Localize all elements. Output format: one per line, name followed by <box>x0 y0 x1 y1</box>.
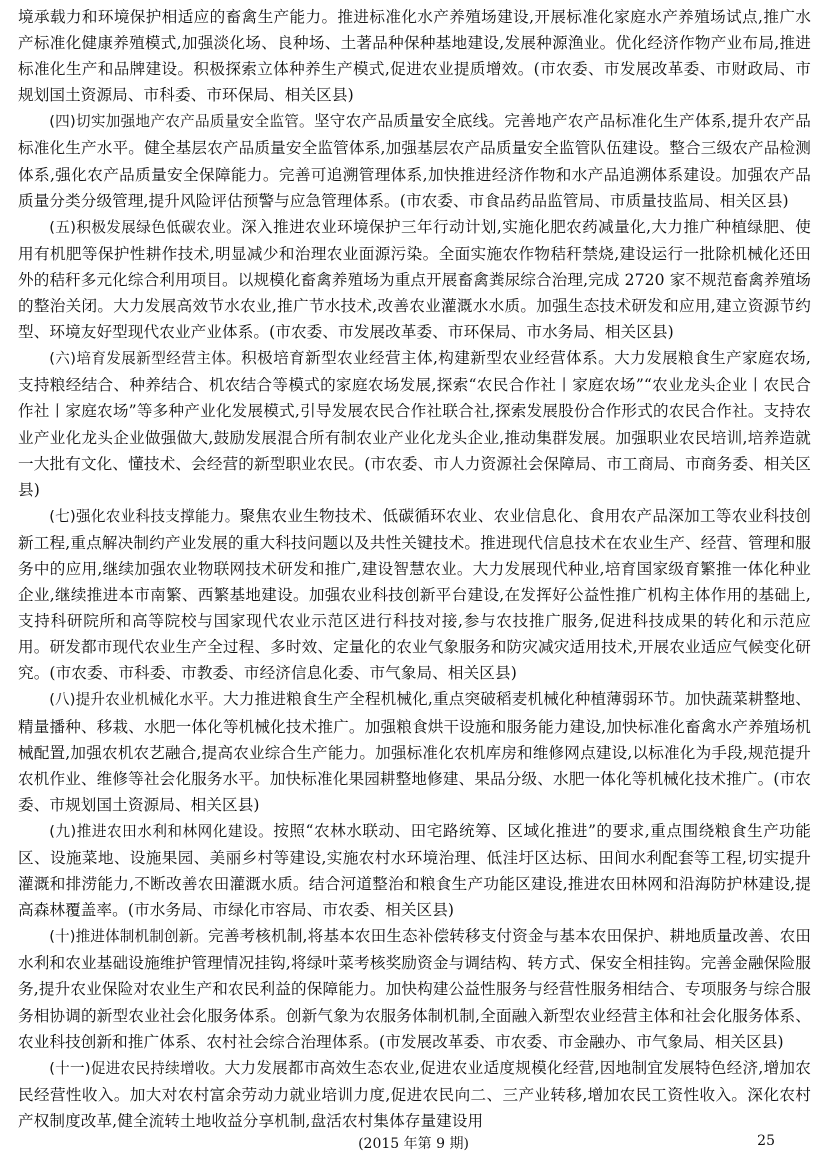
section-heading: (九)推进农田水利和林网化建设。 <box>49 822 274 840</box>
paragraph-text: 积极培育新型农业经营主体,构建新型农业经营体系。大力发展粮食生产家庭农场,支持粮经结合、种养结合、机农结合等模式的家庭农场发展,探索“农民合作社丨家庭农场”“农业龙头企业丨农民合作社丨家庭农场”等多种产业化发展模式,引导发展农民合作社联合社,探索发展股份合作形式的农民合作社。支持农业产业化龙头企业做强做大,鼓励发展混合所有制农业产业化龙头企业,推动集群发展。加强职业农民培训,培养造就一大批有文化、懂技术、会经营的新型职业农民。(市农委、市人力资源社会保障局、市工商局、市商务委、相关区县) <box>18 349 811 499</box>
section-heading: (十)推进体制机制创新。 <box>49 928 209 946</box>
paragraph-text: 坚守农产品质量安全底线。完善地产农产品标准化生产体系,提升农产品标准化生产水平。健全基层农产品质量安全监管体系,加强基层农产品质量安全监管队伍建设。整合三级农产品检测体系,强化农产品质量安全保障能力。完善可追溯管理体系,加快推进经济作物和水产品追溯体系建设。加强农产品质量分类分级管理,提升风险评估预警与应急管理体系。(市农委、市食品药品监管局、市质量技监局、相关区县) <box>18 112 811 210</box>
paragraph-text: 深入推进农业环境保护三年行动计划,实施化肥农药减量化,大力推广种植绿肥、使用有机肥等保护性耕作技术,明显减少和治理农业面源污染。全面实施农作物秸秆禁烧,建设运行一批除机械化还田外的秸秆多元化综合利用项目。以规模化畜禽养殖场为重点开展畜禽粪尿综合治理,完成 2720 家不规范畜禽养殖场的整治关闭。大力发展高效节水农业,推广节水技术,改善农业灌溉水水质。加强生态技术研发和应用,建立资源节约型、环境友好型现代农业产业体系。(市农委、市发展改革委、市环保局、市水务局、相关区县) <box>18 217 811 342</box>
paragraph-section-7 <box>18 503 811 687</box>
paragraph-text: 按照“农林水联动、田宅路统筹、区域化推进”的要求,重点围绕粮食生产功能区、设施菜地、设施果园、美丽乡村等建设,实施农村水环境治理、低洼圩区达标、田间水利配套等工程,切实提升灌溉和排涝能力,不断改善农田灌溉水质。结合河道整治和粮食生产功能区建设,推进农田林网和沿海防护林建设,提高森林覆盖率。(市水务局、市绿化市容局、市农委、相关区县) <box>18 821 811 920</box>
paragraph-section-9 <box>18 818 811 923</box>
paragraph-continued <box>18 4 811 108</box>
paragraph-section-10 <box>18 923 811 1054</box>
issue-label: (2015 年第 9 期) <box>358 1136 469 1152</box>
paragraph-text: 境承载力和环境保护相适应的畜禽生产能力。推进标准化水产养殖场建设,开展标准化家庭水产养殖场试点,推广水产标准化健康养殖模式,加强淡化场、良种场、土著品种保种基地建设,发展种源渔业。优化经济作物产业布局,推进标准化生产和品牌建设。积极探索立体种养生产模式,促进农业提质增效。(市农委、市发展改革委、市财政局、市规划国土资源局、市科委、市环保局、相关区县) <box>18 8 811 105</box>
section-heading: (五)积极发展绿色低碳农业。 <box>49 218 242 236</box>
page-footer <box>0 1133 827 1159</box>
paragraph-text: 大力推进粮食生产全程机械化,重点突破稻麦机械化种植薄弱环节。加快蔬菜耕整地、精量播种、移栽、水肥一体化等机械化技术推广。加强粮食烘干设施和服务能力建设,加快标准化畜禽水产养殖场机械配置,加强农机农艺融合,提高农业综合生产能力。加强标准化农机库房和维修网点建设,以标准化为手段,规范提升农机作业、维修等社会化服务水平。加快标准化果园耕整地修建、果品分级、水肥一体化等机械化技术推广。(市农委、市规划国土资源局、相关区县) <box>18 690 811 814</box>
paragraph-text: 聚焦农业生物技术、低碳循环农业、农业信息化、食用农产品深加工等农业科技创新工程,重点解决制约产业发展的重大科技问题以及共性关键技术。推进现代信息技术在农业生产、经营、管理和服务中的应用,继续加强农业物联网技术研发和推广,建设智慧农业。大力发展现代种业,培育国家级育繁推一体化种业企业,继续推进本市南繁、西繁基地建设。加强农业科技创新平台建设,在发挥好公益性推广机构主体作用的基础上,支持科研院所和高等院校与国家现代农业示范区进行科技对接,参与农技推广服务,促进科技成果的转化和示范应用。研发都市现代农业生产全过程、多时效、定量化的农业气象服务和防灾减灾适用技术,开展农业适应气候变化研究。(市农委、市科委、市教委、市经济信息化委、市气象局、相关区县) <box>18 506 811 683</box>
section-heading: (六)培育发展新型经营主体。 <box>49 350 242 368</box>
paragraph-section-11 <box>18 1055 811 1134</box>
section-heading: (四)切实加强地产农产品质量安全监管。 <box>49 113 314 131</box>
paragraph-section-4 <box>18 108 811 213</box>
paragraph-section-6 <box>18 345 811 503</box>
paragraph-section-5 <box>18 214 811 345</box>
body-text <box>18 4 811 1134</box>
paragraph-text: 完善考核机制,将基本农田生态补偿转移支付资金与基本农田保护、耕地质量改善、农田水利和农业基础设施维护管理情况挂钩,将绿叶菜考核奖励资金与调结构、转方式、保安全相挂钩。完善金融保险服务,提升农业保险对农业生产和农民利益的保障能力。加快构建公益性服务与经营性服务相结合、专项服务与综合服务相协调的新型农业社会化服务体系。创新气象为农服务体制机制,全面融入新型农业经营主体和社会化服务体系、农业科技创新和推广体系、农村社会综合治理体系。(市发展改革委、市农委、市金融办、市气象局、相关区县) <box>18 927 812 1051</box>
section-heading: (七)强化农业科技支撑能力。 <box>49 507 240 525</box>
section-heading: (八)提升农业机械化水平。 <box>49 691 224 709</box>
paragraph-text: 大力发展都市高效生态农业,促进农业适度规模化经营,因地制宜发展特色经济,增加农民经营性收入。加大对农村富余劳动力就业培训力度,促进农民向二、三产业转移,增加农民工资性收入。深化农村产权制度改革,健全流转土地收益分享机制,盘活农村集体存量建设用 <box>18 1058 811 1130</box>
paragraph-section-8 <box>18 686 811 817</box>
page-number: 25 <box>757 1133 775 1149</box>
section-heading: (十一)促进农民持续增收。 <box>49 1059 225 1077</box>
